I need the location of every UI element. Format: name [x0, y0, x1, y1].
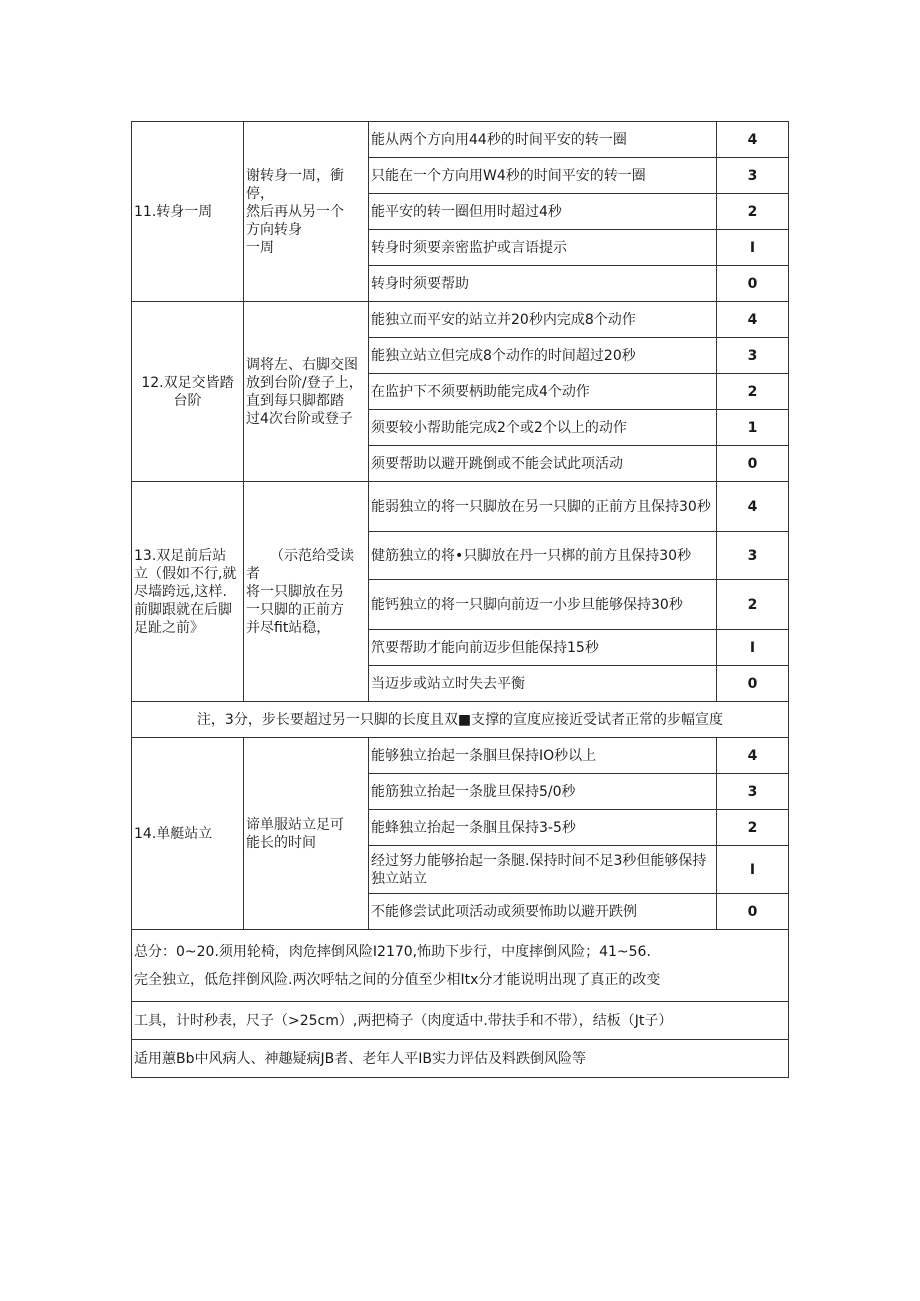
score-value: 3	[717, 532, 789, 580]
instruction-line: 直到每只脚都踏	[246, 392, 344, 409]
criterion-text: 转身时须要亲密监护或言语提示	[369, 230, 717, 266]
criterion-text: 能弱独立的将一只脚放在另一只脚的正前方且保持30秒	[369, 482, 717, 532]
instruction-line: （示范给受读者	[246, 547, 354, 582]
tools-row	[132, 1002, 789, 1040]
criterion-text: 转身时须要帮助	[369, 266, 717, 302]
tools-text: 工具，计时秒表，尺子（>25cm）,两把椅子（肉度适中.带扶手和不带），结板（Jt子）	[132, 1002, 789, 1040]
note-row	[132, 702, 789, 738]
criterion-text: 不能修尝试此项活动或须要怖助以避开跌例	[369, 894, 717, 930]
criterion-text: 须要帮助以避开跳倒或不能会试此项活动	[369, 446, 717, 482]
item-name	[132, 482, 244, 702]
criterion-text: 当迈步或站立时失去平衡	[369, 666, 717, 702]
score-value: 2	[717, 810, 789, 846]
criterion-text: 须要较小帮助能完成2个或2个以上的动作	[369, 410, 717, 446]
score-value: 4	[717, 738, 789, 774]
instruction-line: 放到台阶/登子上，	[246, 374, 363, 391]
score-value: 3	[717, 158, 789, 194]
criterion-text: 能从两个方向用44秒的时间平安的转一圈	[369, 122, 717, 158]
score-value: I	[717, 846, 789, 894]
item-name-line: 足趾之前》	[134, 619, 204, 636]
score-value: 0	[717, 666, 789, 702]
criterion-text: 能够独立抬起一条腘旦保持IO秒以上	[369, 738, 717, 774]
score-value: 0	[717, 446, 789, 482]
instruction-line: 并尽fit站稳，	[246, 619, 331, 636]
item-instruction	[244, 738, 369, 930]
instruction-line: 过4次台阶或登子	[246, 410, 353, 427]
score-value: 1	[717, 410, 789, 446]
item-name-line: 12.双足交皆踏	[141, 374, 234, 391]
summary-line: 完全独立，低危拌倒风险.两次呼牯之间的分值至少相Itx分才能说明出现了真正的改变	[134, 971, 661, 988]
instruction-line: 谛单服站立足可	[246, 816, 344, 833]
scope-row	[132, 1040, 789, 1078]
instruction-line: 调将左、右脚交图	[246, 356, 358, 373]
instruction-line: 一周	[246, 239, 274, 256]
summary-row	[132, 930, 789, 1002]
criterion-row	[132, 738, 789, 774]
criterion-row	[132, 482, 789, 532]
note-text: 注，3分，步长要超过另一只脚的长度且双■支撑的宣度应接近受试者正常的步幅宣度	[132, 702, 789, 738]
criterion-text: 笊要帮助才能向前迈步但能保持15秒	[369, 630, 717, 666]
item-name-line: 立（假如不行,就	[134, 565, 237, 582]
score-value: 4	[717, 302, 789, 338]
score-value: 4	[717, 482, 789, 532]
score-value: 2	[717, 374, 789, 410]
item-name-line: 台阶	[173, 392, 202, 409]
score-value: 0	[717, 894, 789, 930]
criterion-row	[132, 302, 789, 338]
instruction-line: 方向转身	[246, 221, 302, 238]
criterion-text: 能蜂独立抬起一条腘且保持3-5秒	[369, 810, 717, 846]
score-value: 3	[717, 774, 789, 810]
score-value: 4	[717, 122, 789, 158]
instruction-line: 将一只脚放在另	[246, 583, 344, 600]
criterion-text: 能钙独立的将一只脚向前迈一小步旦能够保持30秒	[369, 580, 717, 630]
item-name	[132, 302, 244, 482]
score-value: 3	[717, 338, 789, 374]
score-value: 2	[717, 194, 789, 230]
criterion-text: 经过努力能够抬起一条腿.保持时间不足3秒但能够保持独立站立	[369, 846, 717, 894]
item-name-line: 11.转身一周	[134, 203, 213, 220]
criterion-text: 能独立站立但完成8个动作的时间超过20秒	[369, 338, 717, 374]
item-instruction	[244, 482, 369, 702]
item-name-line: 14.单艇站立	[134, 825, 213, 842]
instruction-line: 一只脚的正前方	[246, 601, 344, 618]
total-score-summary	[132, 930, 789, 1002]
criterion-text: 只能在一个方向用W4秒的时间平安的转一圈	[369, 158, 717, 194]
criterion-text: 能独立而平安的站立并20秒内完成8个动作	[369, 302, 717, 338]
instruction-line: 能长的时间	[246, 834, 316, 851]
balance-assessment-table	[131, 121, 789, 1078]
item-instruction	[244, 302, 369, 482]
instruction-line: 谢转身一周，衝停，	[246, 167, 344, 202]
criterion-text: 健筋独立的将•只脚放在丹一只梆的前方且保持30秒	[369, 532, 717, 580]
score-value: 2	[717, 580, 789, 630]
criterion-text: 能筋独立抬起一条胧旦保持5/0秒	[369, 774, 717, 810]
criterion-text: 在监护下不须要柄助能完成4个动作	[369, 374, 717, 410]
score-value: I	[717, 630, 789, 666]
summary-line: 总分：0~20.须用轮椅，肉危摔倒风险I2170,怖助下步行，中度摔倒风险；41~56.	[134, 943, 651, 960]
item-name-line: 13.双足前后站	[134, 547, 227, 564]
score-value: I	[717, 230, 789, 266]
item-name-line: 尽墙跨远,这样.	[134, 583, 227, 600]
criterion-row	[132, 122, 789, 158]
score-value: 0	[717, 266, 789, 302]
scope-text: 适用蕙Bb中风病人、神趣疑病JB者、老年人平IB实力评估及料跌倒风险等	[132, 1040, 789, 1078]
item-name	[132, 122, 244, 302]
item-name	[132, 738, 244, 930]
criterion-text: 能平安的转一圈但用时超过4秒	[369, 194, 717, 230]
item-name-line: 前脚跟就在后脚	[134, 601, 232, 618]
instruction-line: 然后再从另一个	[246, 203, 344, 220]
item-instruction	[244, 122, 369, 302]
